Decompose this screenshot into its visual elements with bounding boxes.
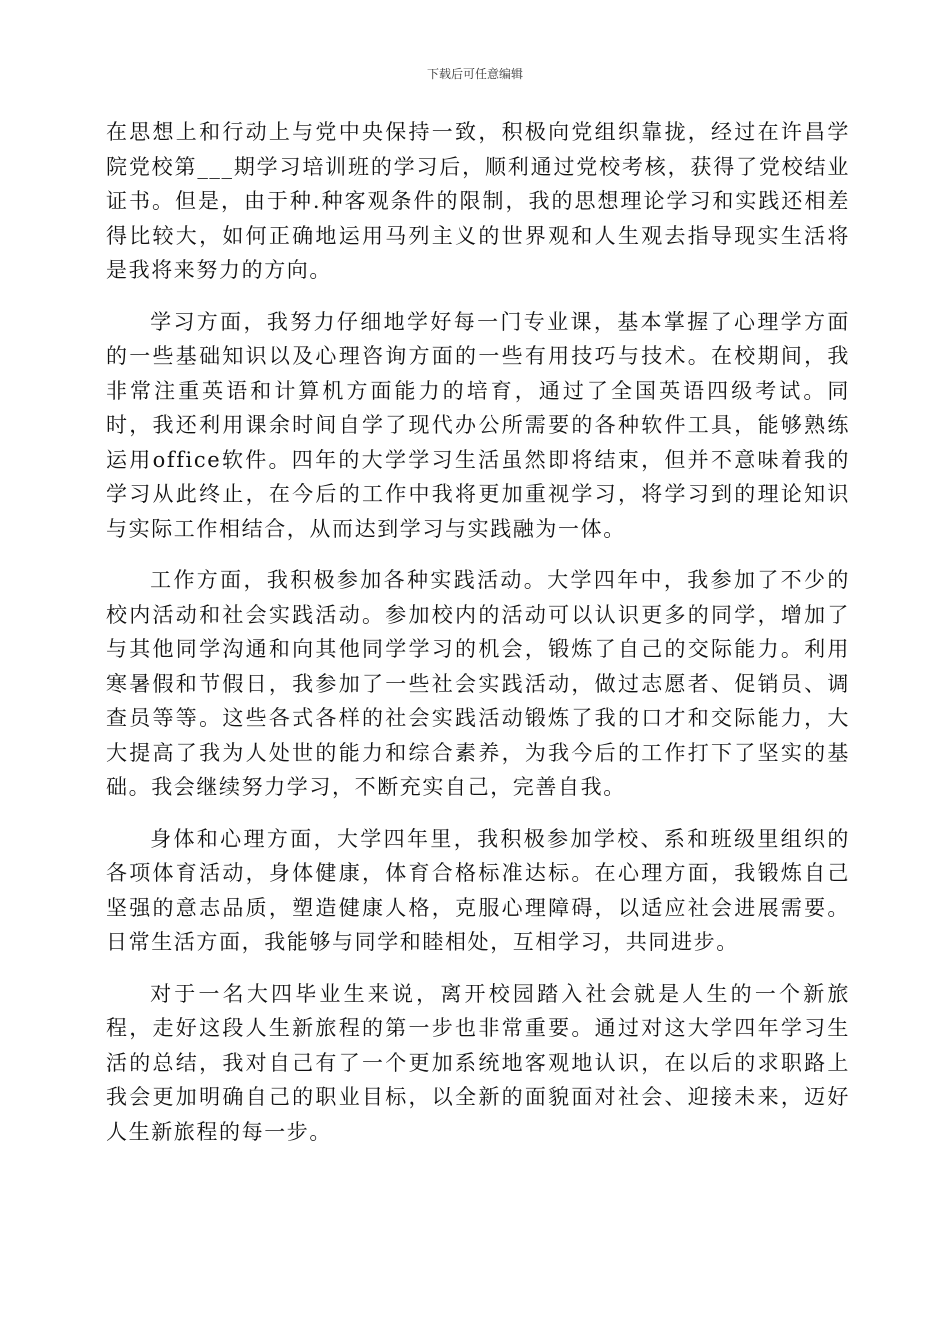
paragraph-study: 学习方面，我努力仔细地学好每一门专业课，基本掌握了心理学方面的一些基础知识以及心理咨询方面的一些有用技巧与技术。在校期间，我非常注重英语和计算机方面能力的培育，通过了全国英语四级考试。同时，我还利用课余时间自学了现代办公所需要的各种软件工具，能够熟练运用office软件。四年的大学学习生活虽然即将结束，但并不意味着我的学习从此终止，在今后的工作中我将更加重视学习，将学习到的理论知识与实际工作相结合，从而达到学习与实践融为一体。: [106, 309, 850, 541]
paragraph-continuation: 在思想上和行动上与党中央保持一致，积极向党组织靠拢，经过在许昌学院党校第___期学习培训班的学习后，顺利通过党校考核，获得了党校结业证书。但是，由于种.种客观条件的限制，我的思想理论学习和实践还相差得比较大，如何正确地运用马列主义的世界观和人生观去指导现实生活将是我将来努力的方向。: [106, 120, 850, 282]
page-header: 下载后可任意编辑: [426, 67, 523, 81]
paragraph-work: 工作方面，我积极参加各种实践活动。大学四年中，我参加了不少的校内活动和社会实践活动。参加校内的活动可以认识更多的同学，增加了与其他同学沟通和向其他同学学习的机会，锻炼了自己的交际能力。利用寒暑假和节假日，我参加了一些社会实践活动，做过志愿者、促销员、调查员等等。这些各式各样的社会实践活动锻炼了我的口才和交际能力，大大提高了我为人处世的能力和综合素养，为我今后的工作打下了坚实的基础。我会继续努力学习，不断充实自己，完善自我。: [106, 568, 850, 799]
paragraph-health: 身体和心理方面，大学四年里，我积极参加学校、系和班级里组织的各项体育活动，身体健康，体育合格标准达标。在心理方面，我锻炼自己坚强的意志品质，塑造健康人格，克服心理障碍，以适应社会进展需要。日常生活方面，我能够与同学和睦相处，互相学习，共同进步。: [106, 826, 850, 954]
document-body: [106, 115, 850, 1166]
paragraph-conclusion: 对于一名大四毕业生来说，离开校园踏入社会就是人生的一个新旅程，走好这段人生新旅程的第一步也非常重要。通过对这大学四年学习生活的总结，我对自己有了一个更加系统地客观地认识，在以后的求职路上我会更加明确自己的职业目标，以全新的面貌面对社会、迎接未来，迈好人生新旅程的每一步。: [106, 981, 850, 1144]
